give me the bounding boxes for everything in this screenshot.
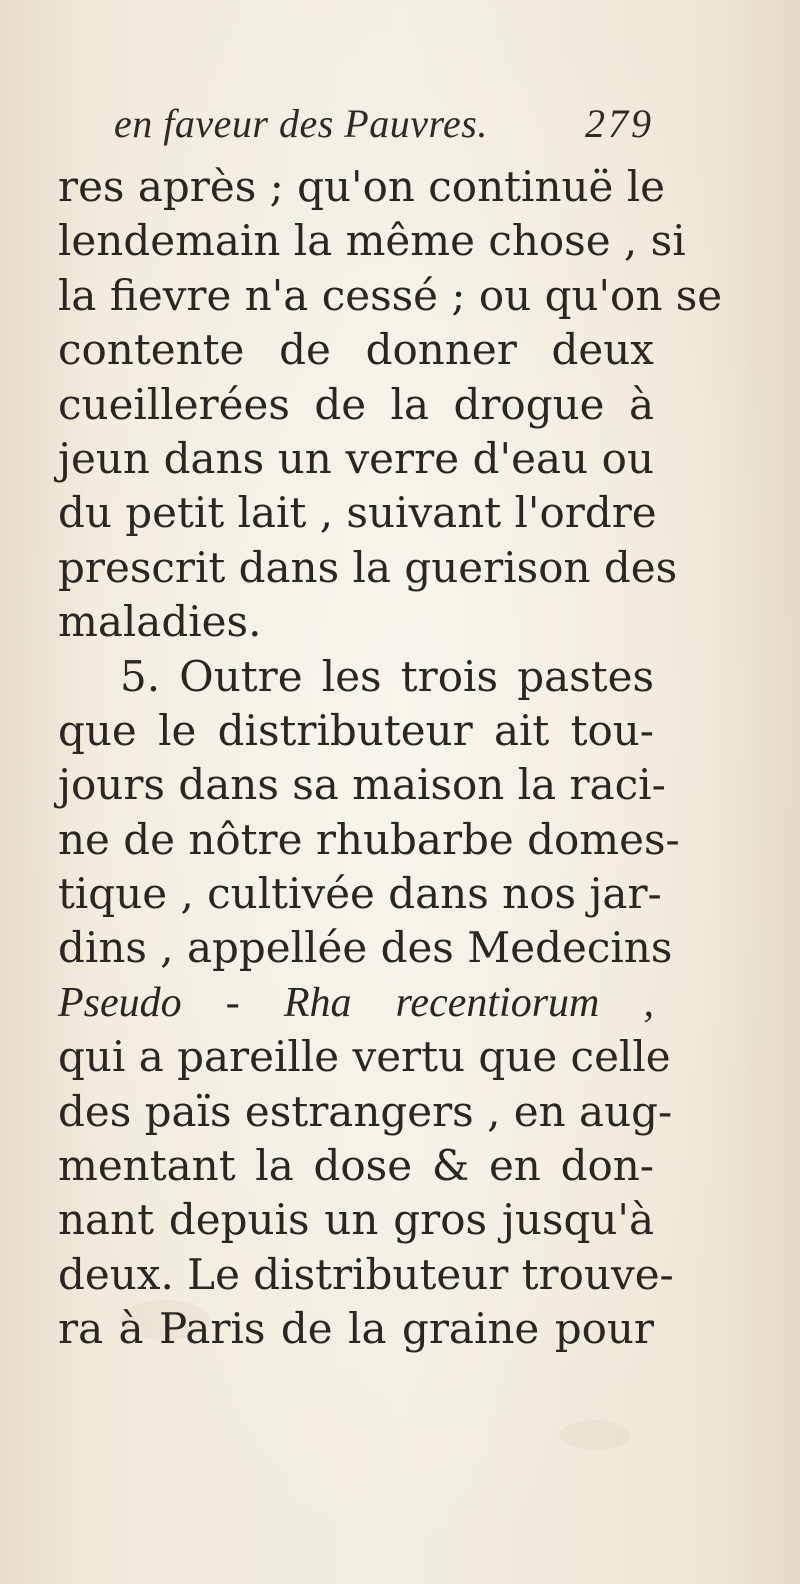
text-line: mentant la dose & en don- xyxy=(58,1141,654,1191)
text-line: cueillerées de la drogue à xyxy=(58,379,654,429)
text-line: dins , appellée des Medecins xyxy=(58,923,673,973)
text-line: la fievre n'a cessé ; ou qu'on se xyxy=(58,270,723,320)
running-title: en faveur des Pauvres. xyxy=(114,101,488,146)
paper-stain xyxy=(560,1420,630,1450)
text-line: res après ; qu'on continuë le xyxy=(58,162,666,211)
paragraph-start-line: 5. Outre les trois pastes xyxy=(120,651,654,701)
text-line: que le distributeur ait tou- xyxy=(58,705,654,755)
text-line: tique , cultivée dans nos jar- xyxy=(58,869,662,919)
latin-term-line: Pseudo - Rha recentiorum , xyxy=(58,979,654,1026)
text-line: du petit lait , suivant l'ordre xyxy=(58,488,657,538)
text-line: prescrit dans la guerison des xyxy=(58,542,678,592)
page-number: 279 xyxy=(585,101,654,146)
text-line: qui a pareille vertu que celle xyxy=(58,1032,671,1082)
body-text xyxy=(58,160,723,1357)
text-line: deux. Le distributeur trouve- xyxy=(58,1249,674,1299)
paragraph-end-line: maladies. xyxy=(58,597,262,647)
running-head xyxy=(114,100,654,156)
text-line: ra à Paris de la graine pour xyxy=(58,1304,654,1354)
text-line: jeun dans un verre d'eau ou xyxy=(58,433,654,483)
text-line: nant depuis un gros jusqu'à xyxy=(58,1195,654,1245)
text-line: contente de donner deux xyxy=(58,325,654,375)
text-line: des païs estrangers , en aug- xyxy=(58,1086,673,1136)
text-line: ne de nôtre rhubarbe domes- xyxy=(58,814,680,864)
text-line: jours dans sa maison la raci- xyxy=(58,760,666,810)
text-line: lendemain la même chose , si xyxy=(58,216,686,266)
